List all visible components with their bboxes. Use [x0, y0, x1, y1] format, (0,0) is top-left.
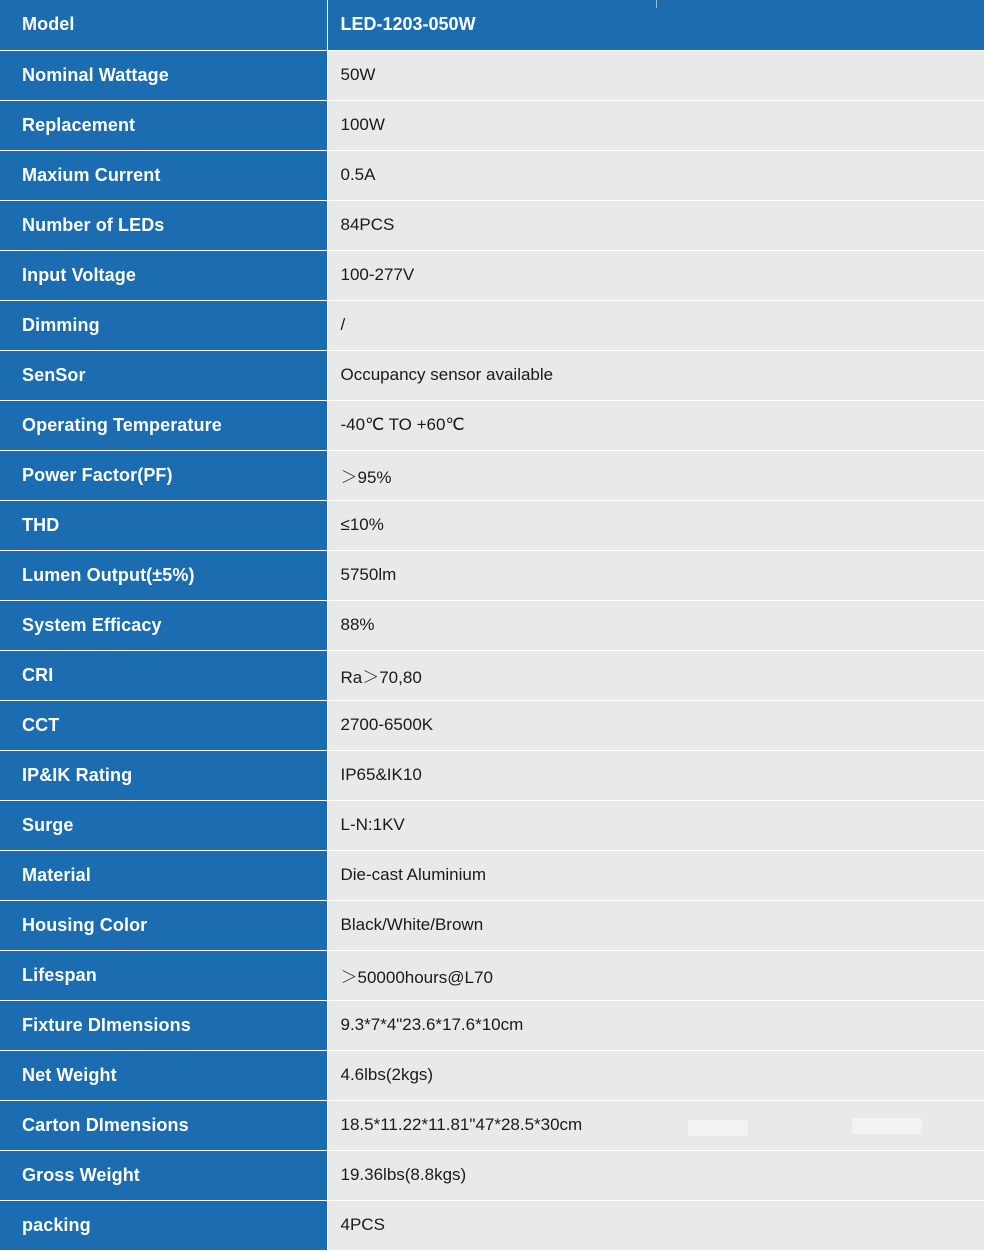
- row-label: SenSor: [0, 350, 327, 400]
- row-value: ＞50000hours@L70: [327, 950, 984, 1000]
- row-value: 88%: [327, 600, 984, 650]
- table-row: [0, 1100, 984, 1150]
- row-value: LED-1203-050W: [327, 0, 984, 50]
- row-label: CRI: [0, 650, 327, 700]
- row-value: 5750lm: [327, 550, 984, 600]
- row-label: Number of LEDs: [0, 200, 327, 250]
- table-row: [0, 300, 984, 350]
- table-row: [0, 900, 984, 950]
- table-row: [0, 50, 984, 100]
- row-label: Gross Weight: [0, 1150, 327, 1200]
- row-label: packing: [0, 1200, 327, 1250]
- table-row: [0, 350, 984, 400]
- row-value: L-N:1KV: [327, 800, 984, 850]
- row-label: Input Voltage: [0, 250, 327, 300]
- table-row: [0, 850, 984, 900]
- row-value: IP65&IK10: [327, 750, 984, 800]
- row-value: 50W: [327, 50, 984, 100]
- table-row: [0, 700, 984, 750]
- row-label: Operating Temperature: [0, 400, 327, 450]
- table-row: [0, 750, 984, 800]
- row-label: CCT: [0, 700, 327, 750]
- table-row: [0, 500, 984, 550]
- row-value: Die-cast Aluminium: [327, 850, 984, 900]
- row-value: ＞95%: [327, 450, 984, 500]
- row-label: IP&IK Rating: [0, 750, 327, 800]
- row-label: Housing Color: [0, 900, 327, 950]
- row-label: Surge: [0, 800, 327, 850]
- column-tick-mark: [656, 0, 657, 8]
- row-label: Maxium Current: [0, 150, 327, 200]
- table-row: [0, 0, 984, 50]
- row-label: Dimming: [0, 300, 327, 350]
- table-row: [0, 150, 984, 200]
- table-row: [0, 200, 984, 250]
- table-row: [0, 400, 984, 450]
- table-row: [0, 1050, 984, 1100]
- table-row: [0, 600, 984, 650]
- row-value: 84PCS: [327, 200, 984, 250]
- row-label: Fixture DImensions: [0, 1000, 327, 1050]
- row-value: 4.6lbs(2kgs): [327, 1050, 984, 1100]
- row-value: Black/White/Brown: [327, 900, 984, 950]
- row-value: Ra＞70,80: [327, 650, 984, 700]
- row-label: Nominal Wattage: [0, 50, 327, 100]
- row-label: Lumen Output(±5%): [0, 550, 327, 600]
- table-row: [0, 1200, 984, 1250]
- table-row: [0, 800, 984, 850]
- row-value: 100-277V: [327, 250, 984, 300]
- row-label: THD: [0, 500, 327, 550]
- table-row: [0, 450, 984, 500]
- table-row: [0, 100, 984, 150]
- row-label: Net Weight: [0, 1050, 327, 1100]
- row-label: Material: [0, 850, 327, 900]
- row-value: /: [327, 300, 984, 350]
- row-value: 2700-6500K: [327, 700, 984, 750]
- row-value: 0.5A: [327, 150, 984, 200]
- row-label: System Efficacy: [0, 600, 327, 650]
- table-row: [0, 650, 984, 700]
- row-label: Model: [0, 0, 327, 50]
- row-value: 4PCS: [327, 1200, 984, 1250]
- background-patch: [688, 1120, 748, 1136]
- row-label: Carton DImensions: [0, 1100, 327, 1150]
- row-value: 19.36lbs(8.8kgs): [327, 1150, 984, 1200]
- background-patch: [852, 1118, 922, 1134]
- row-value: -40℃ TO +60℃: [327, 400, 984, 450]
- table-row: [0, 250, 984, 300]
- row-label: Power Factor(PF): [0, 450, 327, 500]
- row-label: Lifespan: [0, 950, 327, 1000]
- table-row: [0, 1000, 984, 1050]
- table-row: [0, 1150, 984, 1200]
- table-row: [0, 950, 984, 1000]
- row-value: 18.5*11.22*11.81"47*28.5*30cm: [327, 1100, 984, 1150]
- table-row: [0, 550, 984, 600]
- row-value: ≤10%: [327, 500, 984, 550]
- row-value: 100W: [327, 100, 984, 150]
- row-label: Replacement: [0, 100, 327, 150]
- row-value: Occupancy sensor available: [327, 350, 984, 400]
- row-value: 9.3*7*4"23.6*17.6*10cm: [327, 1000, 984, 1050]
